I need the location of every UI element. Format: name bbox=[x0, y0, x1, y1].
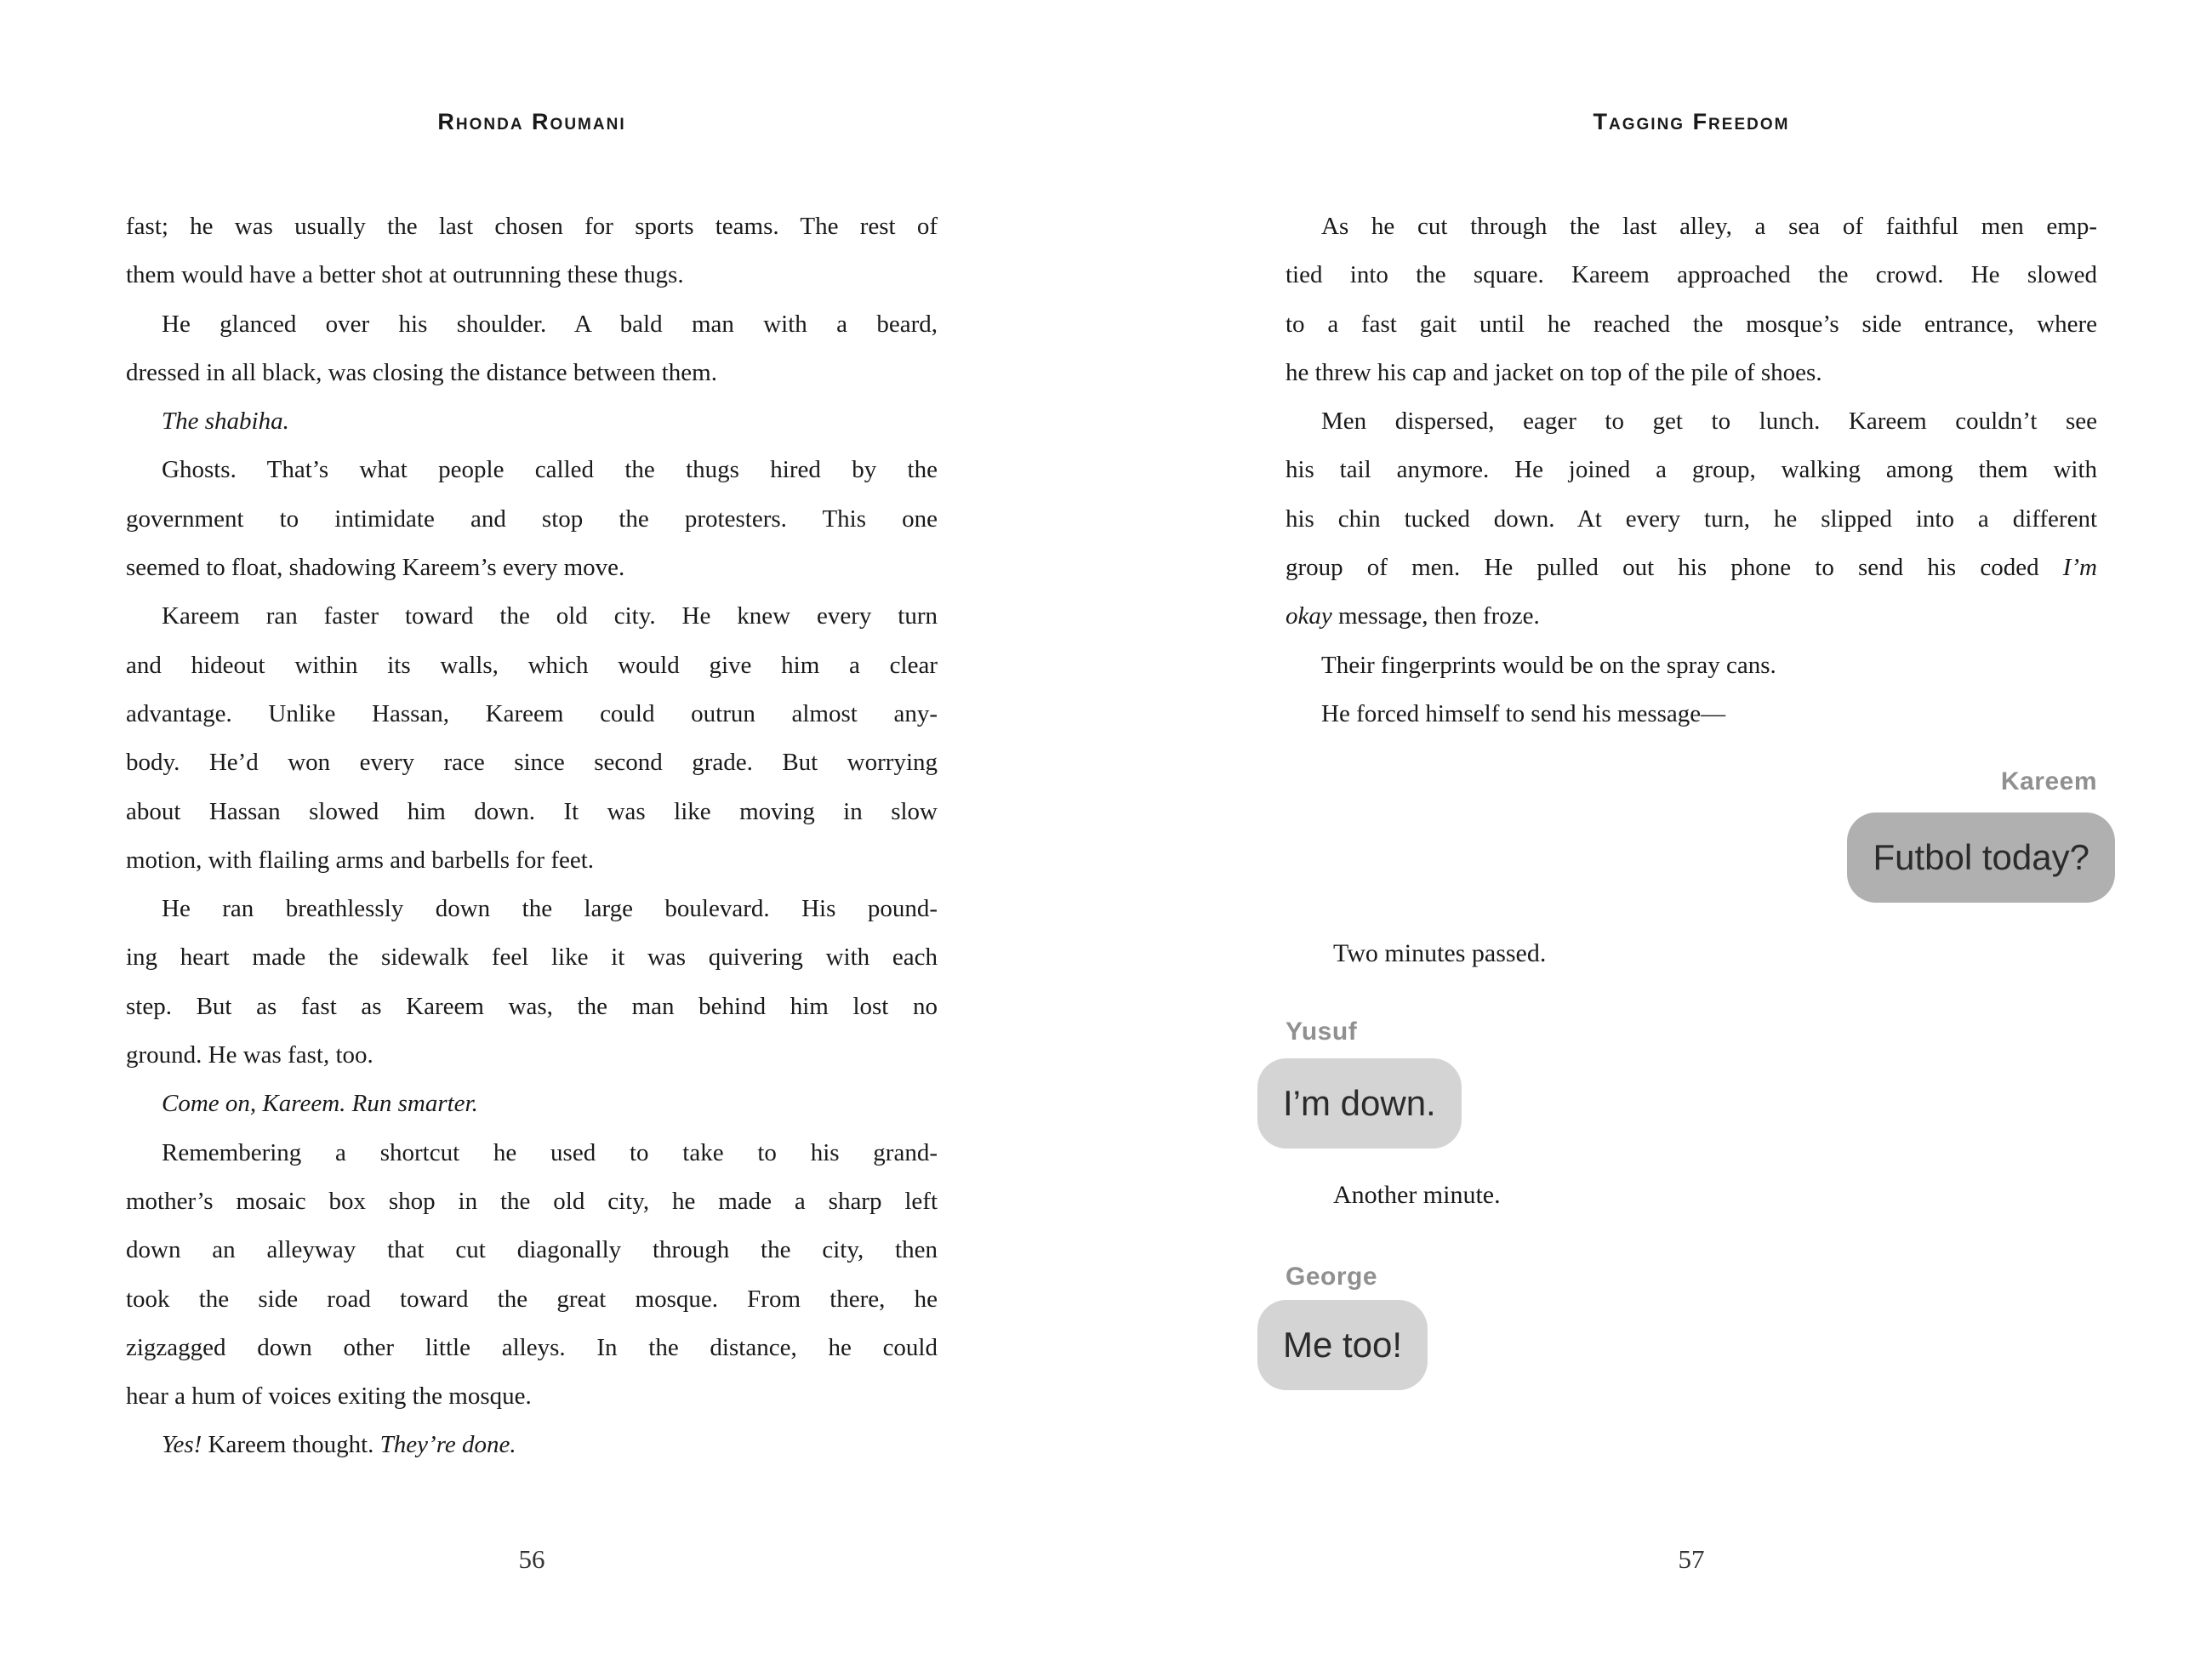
text-run: government to intimidate and stop the protesters. This one bbox=[126, 505, 938, 533]
text-run: he threw his cap and jacket on top of the pile of shoes. bbox=[1286, 358, 1822, 386]
text-line bbox=[126, 1031, 938, 1080]
text-line bbox=[126, 1080, 938, 1128]
text-line bbox=[1286, 641, 2097, 690]
text-line bbox=[126, 592, 938, 641]
text-line bbox=[126, 495, 938, 544]
text-line bbox=[126, 885, 938, 933]
text-run: Kareem ran faster toward the old city. He knew every turn bbox=[162, 602, 938, 630]
text-line bbox=[126, 1421, 938, 1469]
text-line bbox=[1286, 544, 2097, 592]
chat-sender-label-yusuf: Yusuf bbox=[1286, 1018, 1358, 1046]
text-run: zigzagged down other little alleys. In the distance, he could bbox=[126, 1333, 938, 1361]
text-run: step. But as fast as Kareem was, the man behind him lost no bbox=[126, 992, 938, 1020]
page-number-right: 57 bbox=[1678, 1544, 1705, 1574]
text-run: ing heart made the sidewalk feel like it was quivering with each bbox=[126, 944, 938, 972]
text-line bbox=[126, 1226, 938, 1274]
chat-bubble-george: Me too! bbox=[1257, 1300, 1428, 1390]
text-line bbox=[126, 1324, 938, 1372]
text-run: seemed to float, shadowing Kareem’s every move. bbox=[126, 554, 625, 582]
text-run: dressed in all black, was closing the distance between them. bbox=[126, 358, 717, 386]
text-line bbox=[126, 349, 938, 397]
text-line bbox=[1286, 300, 2097, 349]
text-line bbox=[1286, 251, 2097, 299]
text-run: message, then froze. bbox=[1331, 602, 1540, 630]
text-run: down an alleyway that cut diagonally through the city, then bbox=[126, 1236, 938, 1264]
running-header-title: Tagging Freedom bbox=[1593, 109, 1790, 134]
text-run: Ghosts. That’s what people called the thugs hired by the bbox=[162, 456, 938, 484]
text-run: tied into the square. Kareem approached the crowd. He slowed bbox=[1286, 261, 2097, 289]
text-line bbox=[126, 738, 938, 787]
text-run: took the side road toward the great mosque. From there, he bbox=[126, 1285, 938, 1313]
text-line bbox=[1286, 690, 2097, 738]
text-run: and hideout within its walls, which would give him a clear bbox=[126, 651, 938, 679]
text-run: his chin tucked down. At every turn, he slipped into a different bbox=[1286, 505, 2097, 533]
page-number-left: 56 bbox=[518, 1544, 545, 1574]
text-line bbox=[126, 788, 938, 836]
text-run: Their fingerprints would be on the spray cans. bbox=[1321, 651, 1776, 679]
page-right bbox=[1283, 0, 2097, 1659]
text-line bbox=[1286, 495, 2097, 544]
text-run: advantage. Unlike Hassan, Kareem could outrun almost any- bbox=[126, 699, 938, 727]
text-run: As he cut through the last alley, a sea of faithful men emp- bbox=[1321, 213, 2097, 240]
text-line bbox=[126, 983, 938, 1031]
text-column-left bbox=[126, 202, 938, 1470]
text-run: Remembering a shortcut he used to take to his grand- bbox=[162, 1138, 938, 1166]
chat-sender-label-george: George bbox=[1286, 1263, 1378, 1291]
text-run: to a fast gait until he reached the mosque’s side entrance, where bbox=[1286, 310, 2097, 338]
text-line bbox=[1286, 446, 2097, 494]
text-run: motion, with flailing arms and barbells for feet. bbox=[126, 846, 595, 874]
text-line bbox=[126, 202, 938, 251]
running-header-author: Rhonda Roumani bbox=[437, 109, 626, 134]
text-run: He ran breathlessly down the large boulevard. His pound- bbox=[162, 895, 938, 923]
text-run: He forced himself to send his message— bbox=[1321, 699, 1726, 727]
text-column-right bbox=[1286, 202, 2097, 738]
text-run: Men dispersed, eager to get to lunch. Kareem couldn’t see bbox=[1321, 408, 2097, 436]
text-line bbox=[126, 446, 938, 494]
page-left bbox=[126, 0, 938, 1659]
text-line bbox=[126, 1129, 938, 1177]
text-line bbox=[126, 1275, 938, 1324]
chat-sender-label-kareem: Kareem bbox=[2000, 767, 2097, 795]
text-run: body. He’d won every race since second grade. But worrying bbox=[126, 749, 938, 777]
text-line bbox=[1286, 592, 2097, 641]
text-line bbox=[126, 397, 938, 446]
text-run: He glanced over his shoulder. A bald man with a beard, bbox=[162, 310, 938, 338]
text-line bbox=[126, 836, 938, 885]
text-run: ground. He was fast, too. bbox=[126, 1041, 373, 1069]
text-run-italic: The shabiha. bbox=[162, 408, 289, 436]
text-run: hear a hum of voices exiting the mosque. bbox=[126, 1382, 532, 1411]
text-line bbox=[126, 300, 938, 349]
text-line bbox=[1286, 349, 2097, 397]
text-run-italic: okay bbox=[1286, 602, 1332, 630]
chat-narration-2: Another minute. bbox=[1333, 1181, 1501, 1209]
text-run: group of men. He pulled out his phone to send his coded bbox=[1286, 554, 2063, 582]
text-run: fast; he was usually the last chosen for sports teams. The rest of bbox=[126, 213, 938, 240]
text-line bbox=[1286, 397, 2097, 446]
text-line bbox=[126, 251, 938, 299]
text-run-italic: They’re done. bbox=[379, 1431, 516, 1459]
text-line bbox=[1286, 202, 2097, 251]
text-run-italic: I’m bbox=[2062, 554, 2097, 582]
text-run: his tail anymore. He joined a group, walking among them with bbox=[1286, 456, 2097, 484]
text-line bbox=[126, 1372, 938, 1421]
text-run: them would have a better shot at outrunning these thugs. bbox=[126, 261, 684, 289]
text-run-italic: Yes! bbox=[162, 1431, 202, 1459]
text-line bbox=[126, 690, 938, 738]
chat-bubble-kareem: Futbol today? bbox=[1847, 812, 2115, 903]
chat-bubble-yusuf: I’m down. bbox=[1257, 1058, 1462, 1149]
chat-narration-1: Two minutes passed. bbox=[1333, 939, 1547, 967]
text-line bbox=[126, 641, 938, 690]
text-run-italic: Come on, Kareem. Run smarter. bbox=[162, 1090, 478, 1118]
text-line bbox=[126, 544, 938, 592]
text-line bbox=[126, 1177, 938, 1226]
text-run: mother’s mosaic box shop in the old city, he made a sharp left bbox=[126, 1187, 938, 1215]
text-run: Kareem thought. bbox=[202, 1431, 380, 1459]
text-line bbox=[126, 933, 938, 982]
text-run: about Hassan slowed him down. It was like moving in slow bbox=[126, 797, 938, 825]
